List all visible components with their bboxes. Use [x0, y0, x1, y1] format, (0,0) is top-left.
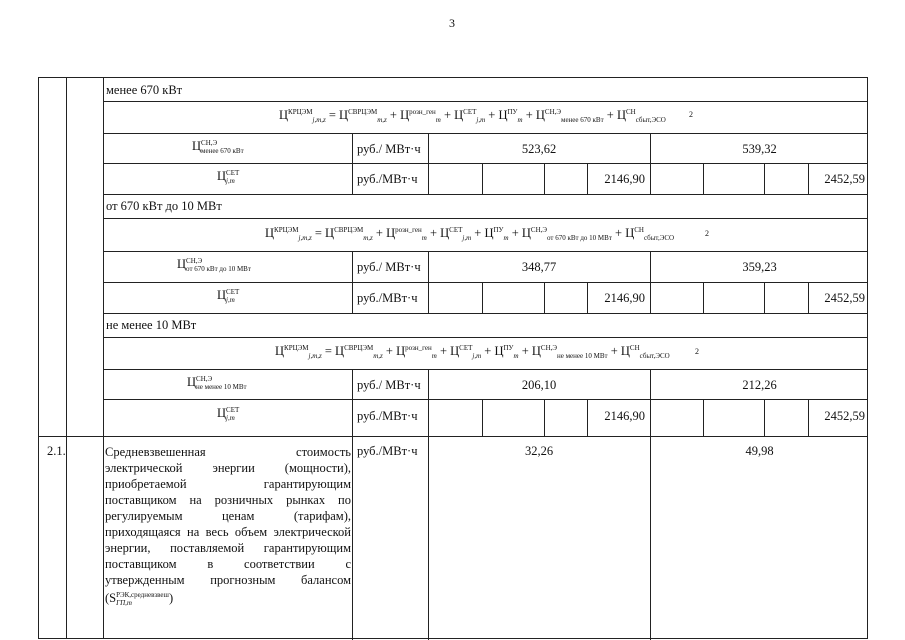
- unit: руб./ МВт·ч: [357, 378, 421, 392]
- col-line: [703, 282, 704, 313]
- col-line: [650, 436, 651, 640]
- value: 2452,59: [824, 409, 865, 423]
- tariff-table: [38, 77, 868, 639]
- section-title: не менее 10 МВт: [106, 318, 197, 332]
- row-line: [103, 218, 867, 219]
- row-line: [103, 251, 867, 252]
- item-number: 2.1.: [47, 444, 66, 458]
- page-number: 3: [449, 16, 455, 30]
- value: 523,62: [521, 142, 557, 156]
- unit: руб./МВт·ч: [357, 172, 418, 186]
- formula: $Ц^{КРЦЭМ}_{j,m,z} = Ц^{СВРЦЭМ}_{m,z} + Ц^{розн\_ген}_m + Ц^{СЕТ}_{j,m} + Ц^{ПУ}_m + Ц^{СН,Э}_{от 670 кВт до 10 МВт} + Ц^{СН}_{сбыт,ЭСО}$: [265, 226, 675, 242]
- row-line: [103, 282, 867, 283]
- value: 49,98: [745, 444, 774, 458]
- unit: руб./МВт·ч: [357, 444, 418, 458]
- col-line: [703, 163, 704, 194]
- value: 2146,90: [604, 291, 645, 305]
- col-line: [764, 282, 765, 313]
- col-line: [482, 399, 483, 436]
- row-line: [103, 313, 867, 314]
- col-line: [482, 282, 483, 313]
- row-line: [103, 369, 867, 370]
- value: 2146,90: [604, 409, 645, 423]
- col-line: [352, 369, 353, 436]
- col-line: [764, 399, 765, 436]
- col-line: [352, 251, 353, 313]
- symbol: Ц СН,Э от 670 кВт до 10 МВт: [177, 257, 251, 274]
- row-line: [103, 133, 867, 134]
- symbol: Ц СЕТ j,m: [217, 169, 240, 186]
- value: 348,77: [521, 260, 557, 274]
- col-line: [764, 163, 765, 194]
- col-line-1: [66, 78, 67, 638]
- row-line: [103, 101, 867, 102]
- symbol: Ц СН,Э не менее 10 МВт: [187, 375, 247, 392]
- unit: руб./ МВт·ч: [357, 142, 421, 156]
- formula: $Ц^{КРЦЭМ}_{j,m,z} = Ц^{СВРЦЭМ}_{m,z} + Ц^{розн\_ген}_m + Ц^{СЕТ}_{j,m} + Ц^{ПУ}_m + Ц^{СН,Э}_{менее 670 кВт} + Ц^{СН}_{сбыт,ЭСО}$: [279, 108, 666, 124]
- col-line-2: [103, 78, 104, 638]
- col-line: [428, 436, 429, 640]
- formula: $Ц^{КРЦЭМ}_{j,m,z} = Ц^{СВРЦЭМ}_{m,z} + Ц^{розн\_ген}_m + Ц^{СЕТ}_{j,m} + Ц^{ПУ}_m + Ц^{СН,Э}_{не менее 10 МВт} + Ц^{СН}_{сбыт,ЭСО}$: [275, 344, 670, 360]
- value: 2452,59: [824, 291, 865, 305]
- unit: руб./МВт·ч: [357, 291, 418, 305]
- value: 32,26: [524, 444, 554, 458]
- symbol: Ц СН,Э менее 670 кВт: [192, 139, 244, 156]
- row-line: [103, 399, 867, 400]
- value: 539,32: [742, 142, 777, 156]
- section-title: от 670 кВт до 10 МВт: [106, 199, 222, 213]
- footnote-mark: 2: [689, 110, 693, 119]
- col-line: [544, 282, 545, 313]
- unit: руб./ МВт·ч: [357, 260, 421, 274]
- row-line: [39, 436, 867, 437]
- value: 2146,90: [604, 172, 645, 186]
- row-line: [103, 163, 867, 164]
- value: 359,23: [742, 260, 777, 274]
- col-line: [544, 163, 545, 194]
- value: 2452,59: [824, 172, 865, 186]
- col-line: [703, 399, 704, 436]
- col-line: [352, 133, 353, 194]
- value: 212,26: [742, 378, 777, 392]
- section-title: менее 670 кВт: [106, 83, 183, 97]
- symbol: Ц СЕТ j,m: [217, 288, 240, 305]
- unit: руб./МВт·ч: [357, 409, 418, 423]
- col-line: [544, 399, 545, 436]
- value: 206,10: [521, 378, 557, 392]
- symbol: Ц СЕТ j,m: [217, 406, 240, 423]
- row-line: [103, 337, 867, 338]
- footnote-mark: 2: [705, 229, 709, 238]
- col-line: [482, 163, 483, 194]
- col-line: [352, 436, 353, 640]
- footnote-mark: 2: [695, 347, 699, 356]
- row-line: [103, 194, 867, 195]
- item-description: Средневзвешенная стоимость электрической энергии (мощности), приобретаемой гарантирующим поставщиком на розничных рынках по регулируемым ценам (тарифам), приходящаяся на весь объем электрической энергии, поставляемой гарантирующим поставщиком в соответствии с утвержденным прогнозным балансом (S РЭК,средневзвеш ГП,m ): [105, 445, 351, 608]
